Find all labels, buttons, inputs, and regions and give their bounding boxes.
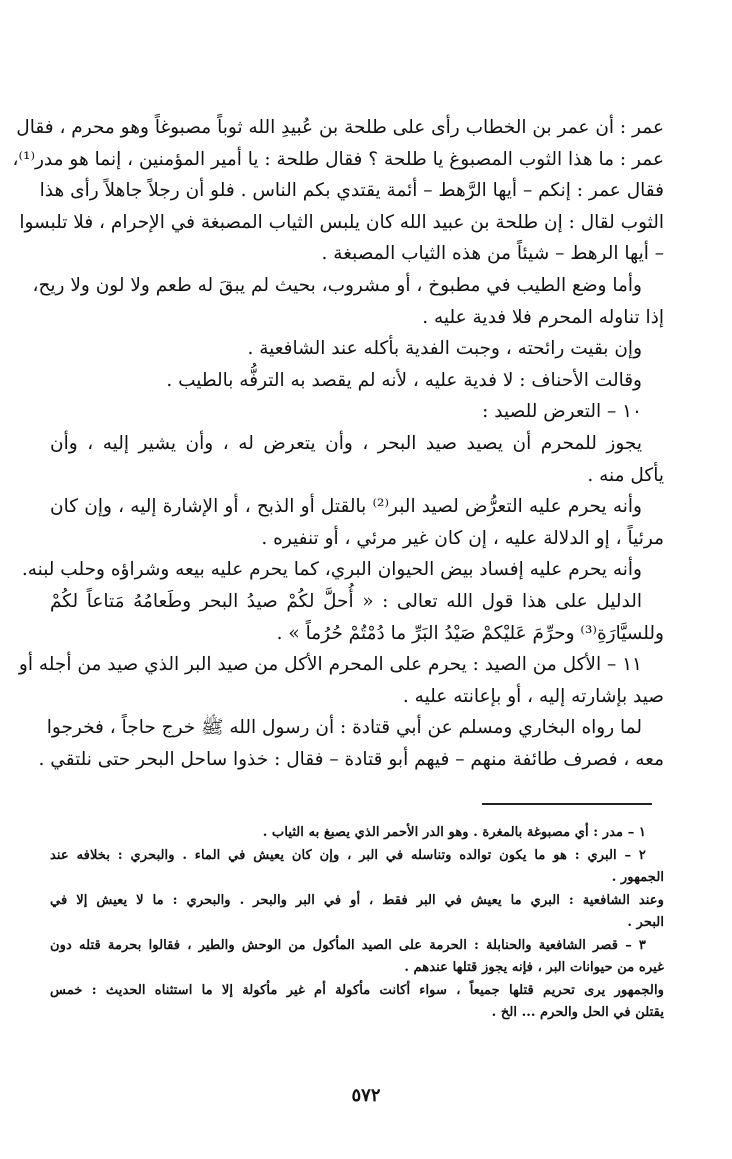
footnote-divider [482, 803, 652, 805]
footnote-line: والجمهور يرى تحريم قتلها جميعاً ، سواء أكانت مأكولة أم غير مأكولة إلا ما استثناه الحديث : خمس [50, 982, 664, 998]
footnotes [50, 822, 664, 1025]
text-line: وأنه يحرم عليه إفساد بيض الحيوان البري، كما يحرم عليه بيعه وشراؤه وحلب لبنه. [21, 559, 642, 581]
text-line: يجوز للمحرم أن يصيد صيد البحر ، وأن يتعرض له ، وأن يشير إليه ، وأن [50, 432, 642, 454]
footnote-line: غيره من حيوانات البر ، فإنه يجوز قتلها عندهم . [404, 960, 664, 975]
text-line: لما رواه البخاري ومسلم عن أبي قتادة : أن رسول الله ﷺ خرج حاجاً ، فخرجوا [46, 717, 642, 739]
page-number: ٥٧٢ [351, 1085, 381, 1106]
text-line: يأكل منه . [587, 464, 664, 486]
text-line: فقال عمر : إنكم – أيها الرَّهط – أئمة يقتدي بكم الناس . فلو أن رجلاً جاهلاً رأى هذا [39, 180, 664, 202]
text-line: صيد بإشارته إليه ، أو بإعانته عليه . [402, 685, 664, 707]
text-line: الثوب لقال : إن طلحة بن عبيد الله كان يلبس الثياب المصبغة في الإحرام ، فلا تلبسوا [19, 211, 664, 233]
quran-verse-line: وللسيَّارَةِ⁽³⁾ وحرِّمَ عَليْكمْ صَيْدُ البَرِّ ما دُمْتُمْ حُرُماً » . [276, 622, 664, 644]
footnote-line: ٣ – قصر الشافعية والحنابلة : الحرمة على الصيد المأكول من الوحش والطير ، فقالوا بحرمة قتله دون [50, 937, 646, 953]
text-line: عمر : ما هذا الثوب المصبوغ يا طلحة ؟ فقال طلحة : يا أمير المؤمنين ، إنما هو مدر⁽¹⁾، [12, 148, 664, 170]
text-line: وأنه يحرم عليه التعرُّض لصيد البر⁽²⁾ بالقتل أو الذبح ، أو الإشارة إليه ، وإن كان [50, 496, 642, 518]
text-line: عمر : أن عمر بن الخطاب رأى على طلحة بن عُبيدِ الله ثوباً مصبوغاً وهو محرم ، فقال [16, 117, 664, 138]
footnote-line: يقتلن في الحل والحرم ... الخ . [491, 1005, 664, 1020]
text-line: وقالت الأحناف : لا فدية عليه ، لأنه لم يقصد به الترفُّه بالطيب . [166, 369, 642, 391]
footnote-line: وعند الشافعية : البري ما يعيش في البر فقط ، أو في البر والبحر . والبحري : ما لا يعيش إلا في [50, 892, 664, 908]
text-line: وأما وضع الطيب في مطبوخ ، أو مشروب، بحيث لم يبقَ له طعم ولا لون ولا ريح، [32, 274, 642, 296]
text-line: – أيها الرهط – شيئاً من هذه الثياب المصبغة . [321, 243, 664, 265]
text-line: الدليل على هذا قول الله تعالى : « أُحلَّ لكُمْ صيدُ البحر وطَعامُهُ مَتاعاً لكُمْ [50, 590, 642, 612]
text-line: وإن بقيت رائحته ، وجبت الفدية بأكله عند الشافعية . [247, 338, 642, 360]
footnote-line: ٢ – البري : هو ما يكون توالده وتناسله في البر ، وإن كان يعيش في الماء . والبحري : بخلافه عند [50, 847, 646, 863]
main-text [12, 112, 664, 775]
section-heading: ١٠ – التعرض للصيد : [482, 401, 642, 423]
footnote-line: ١ – مدر : أي مصبوغة بالمغرة . وهو الدر الأحمر الذي يصبغ به الثياب . [262, 825, 646, 840]
text-line: إذا تناوله المحرم فلا فدية عليه . [422, 306, 664, 328]
text-line: مرئياً ، إو الدلالة عليه ، إن كان غير مرئي ، أو تنفيره . [261, 527, 664, 549]
text-line: معه ، فصرف طائفة منهم – فيهم أبو قتادة – فقال : خذوا ساحل البحر حتى نلتقي . [38, 748, 664, 770]
footnote-line: الجمهور . [611, 870, 664, 885]
footnote-line: البحر . [627, 915, 664, 930]
section-heading: ١١ – الأكل من الصيد : يحرم على المحرم الأكل من صيد البر الذي صيد من أجله أو [18, 654, 642, 676]
